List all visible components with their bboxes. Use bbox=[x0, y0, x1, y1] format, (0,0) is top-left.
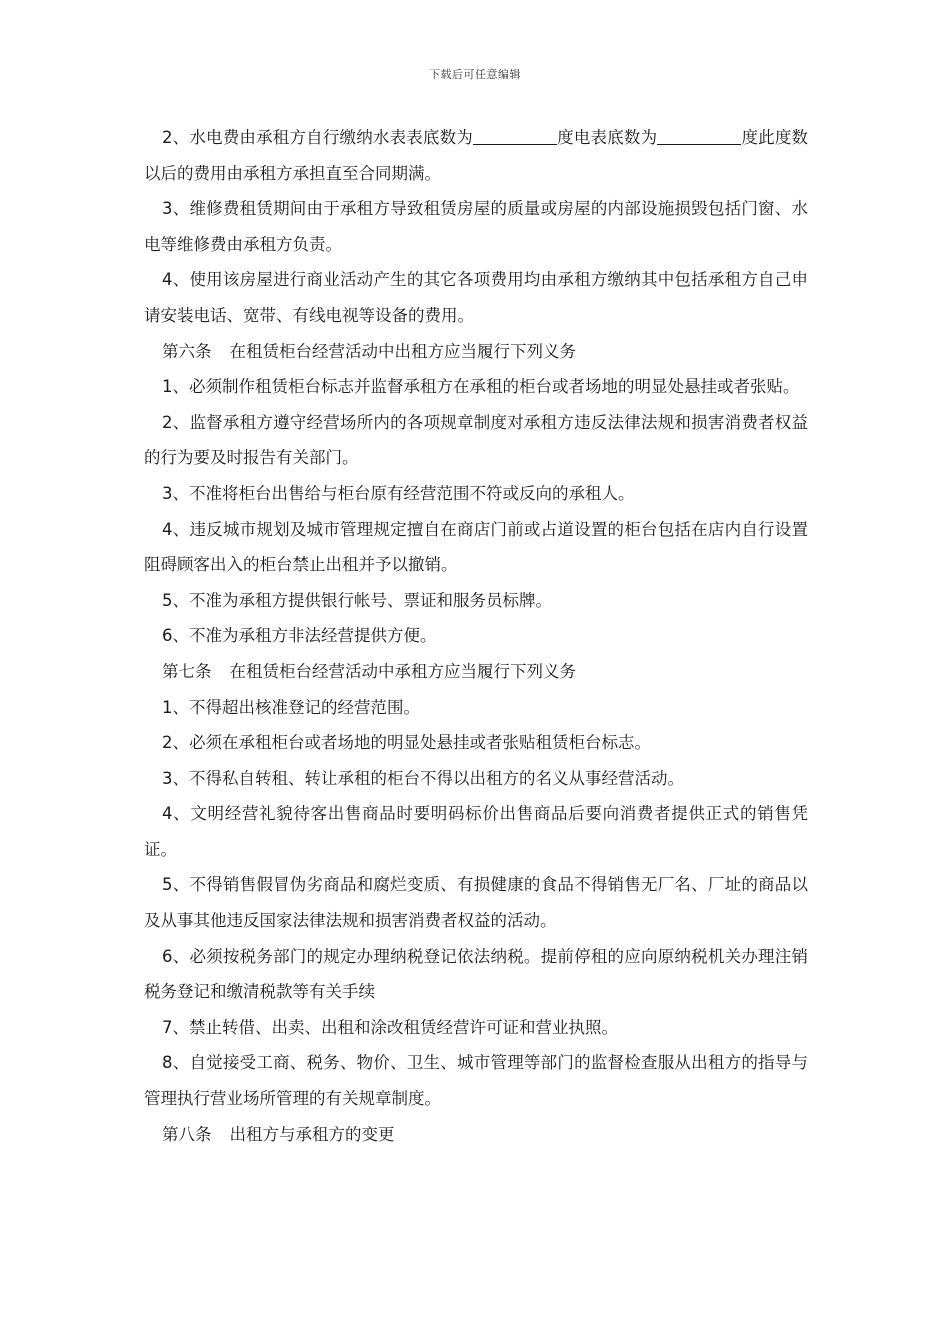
article-7-item: 5、不得销售假冒伪劣商品和腐烂变质、有损健康的食品不得销售无厂名、厂址的商品以及从事其他违反国家法律法规和损害消费者权益的活动。 bbox=[144, 875, 808, 931]
article-6-item: 4、违反城市规划及城市管理规定擅自在商店门前或占道设置的柜台包括在店内自行设置阻碍顾客出入的柜台禁止出租并予以撤销。 bbox=[144, 519, 808, 575]
water-meter-blank bbox=[473, 128, 557, 146]
article-7-item: 7、禁止转借、出卖、出租和涂改租赁经营许可证和营业执照。 bbox=[162, 1017, 618, 1037]
clause-other-fees: 4、使用该房屋进行商业活动产生的其它各项费用均由承租方缴纳其中包括承租方自己申请安装电话、宽带、有线电视等设备的费用。 bbox=[144, 270, 808, 325]
article-7-item: 3、不得私自转租、转让承租的柜台不得以出租方的名义从事经营活动。 bbox=[162, 768, 684, 788]
article-6-heading: 第六条 在租赁柜台经营活动中出租方应当履行下列义务 bbox=[162, 341, 576, 361]
article-6-item: 1、必须制作租赁柜台标志并监督承租方在承租的柜台或者场地的明显处悬挂或者张贴。 bbox=[162, 377, 800, 397]
contract-body bbox=[144, 120, 808, 1152]
article-7-item: 1、不得超出核准登记的经营范围。 bbox=[162, 697, 420, 717]
header-note: 下载后可任意编辑 bbox=[429, 68, 521, 81]
article-6-item: 2、监督承租方遵守经营场所内的各项规章制度对承租方违反法律法规和损害消费者权益的行为要及时报告有关部门。 bbox=[144, 412, 808, 468]
article-7-item: 4、文明经营礼貌待客出售商品时要明码标价出售商品后要向消费者提供正式的销售凭证。 bbox=[144, 804, 808, 859]
clause-maintenance: 3、维修费租赁期间由于承租方导致租赁房屋的质量或房屋的内部设施损毁包括门窗、水电等维修费由承租方负责。 bbox=[144, 199, 808, 254]
article-6-item: 5、不准为承租方提供银行帐号、票证和服务员标牌。 bbox=[162, 590, 552, 610]
article-8-heading: 第八条 出租方与承租方的变更 bbox=[162, 1124, 395, 1144]
article-7-item: 6、必须按税务部门的规定办理纳税登记依法纳税。提前停租的应向原纳税机关办理注销税务登记和缴清税款等有关手续 bbox=[144, 946, 808, 1002]
electric-meter-blank bbox=[657, 128, 741, 146]
clause-utilities: 2、水电费由承租方自行缴纳水表表底数为 度电表底数为 度此度数以后的费用由承租方承担直至合同期满。 bbox=[144, 128, 809, 183]
article-7-heading: 第七条 在租赁柜台经营活动中承租方应当履行下列义务 bbox=[162, 661, 576, 681]
article-7-item: 2、必须在承租柜台或者场地的明显处悬挂或者张贴租赁柜台标志。 bbox=[162, 733, 651, 753]
article-6-item: 6、不准为承租方非法经营提供方便。 bbox=[162, 626, 437, 646]
article-6-item: 3、不准将柜台出售给与柜台原有经营范围不符或反向的承租人。 bbox=[162, 483, 635, 503]
article-7-item: 8、自觉接受工商、税务、物价、卫生、城市管理等部门的监督检查服从出租方的指导与管理执行营业场所管理的有关规章制度。 bbox=[144, 1053, 808, 1109]
